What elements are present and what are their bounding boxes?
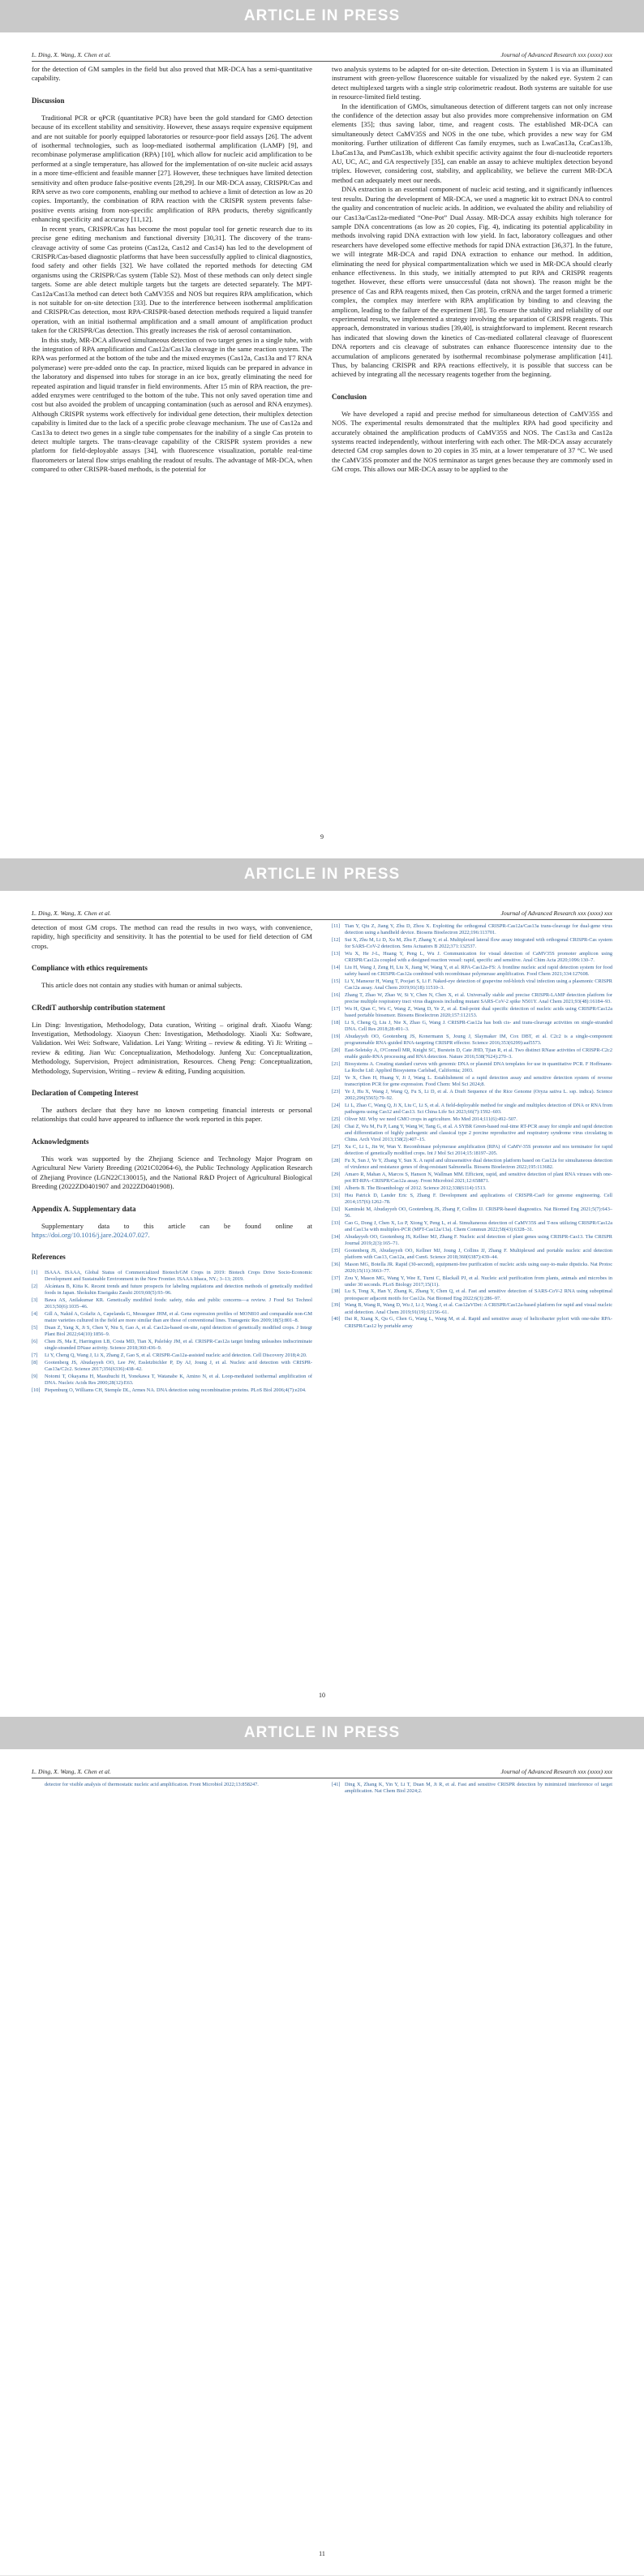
paragraph: DNA extraction is an essential component of nucleic acid testing, and it significantly influences test results. During the development of MR-DCA, we used a magnetic kit to extract DNA to control the quality and concentration of nucleic acids. In addition, we evaluated the ability and reliability of our Cas13a/Cas12a-mediated “One-Pot” Dual Assay. MR-DCA assay exhibits high tolerance for sample DNA concentrations (as low as 20 copies, Fig. 4), indicating its potential applicability in methods involving rapid DNA extraction with low yield. In fact, laboratory colleagues and other researchers have developed some effective methods for rapid DNA extraction [36,37]. In the future, we will integrate MR-DCA and rapid DNA extraction to enhance our method. In addition, eliminating the need for physical compartmentalization which we used in MR-DCA should clearly enhance effectiveness. In this study, we initially attempted to put RPA and CRISPR reagents together. However, these efforts were unsuccessful (data not shown). The reason might be the presence of Cas and RPA reagents mixed, then Cas protein, crRNA and the target formed a trimeric complex, the complex may interfere with RPA amplification by binding to and cleaving the amplicon, leading to the failure of the experiment [38]. To ensure the stability and reliability of our experimental results, we implemented a strategy involving the separation of CRISPR reagents. This approach, demonstrated in various studies [39,40], is straightforward to implement. Recent research has indicated that slowing down the kinetics of Cas-mediated collateral cleavage of fluorescent DNA reporters and cis cleavage of substrates can enhance fluorescence intensity due to the accumulation of amplicons generated by isothermal recombinase polymerase amplification [41]. Thus, by balancing CRISPR and RPA reactions effectively, it is possible that success can be achieved by integrating all the necessary reagents together from the beginning. xyxy=(332,185,612,379)
reference-number: [23] xyxy=(332,1088,341,1094)
reference-text: Ye J, Hu X, Wang J, Wang Q, Fu S, Li D, et al. A Draft Sequence of the Rice Genome (Oryza sativa L. ssp. indica). Science 2002;296(5565):79–92. xyxy=(345,1088,612,1101)
section-heading-credit: CRediT authorship contribution statement xyxy=(32,1003,165,1012)
reference-text: Wu X, He J-L, Huang Y, Peng L, Wu J. Communication for visual detection of CaMV35S promoter amplicon using CRISPR/Cas12a coupled with a designed reaction vessel: rapid, specific and sensitive. Anal Chim Acta 2020;1096:130–7. xyxy=(345,950,612,964)
article-in-press-banner: ARTICLE IN PRESS xyxy=(0,1717,644,1749)
reference-item[interactable] xyxy=(332,1248,612,1261)
reference-text: Fu X, Sun J, Ye Y, Zhang Y, Sun X. A rapid and ultrasensitive dual detection platform based on Cas12a for simultaneous detection of virulence and resistance genes of drug-resistant Salmonella. Biosens Bioelectron 2022;195:113682. xyxy=(345,1157,612,1170)
reference-item[interactable] xyxy=(332,1172,612,1185)
reference-number: [3] xyxy=(32,1297,38,1304)
reference-number: [35] xyxy=(332,1247,341,1254)
reference-number: [11] xyxy=(332,923,341,929)
reference-number: [41] xyxy=(332,1782,341,1787)
page-11 xyxy=(0,1717,644,2576)
left-column xyxy=(32,923,312,1395)
reference-list xyxy=(32,1782,312,1788)
reference-number: [7] xyxy=(32,1353,38,1359)
reference-item[interactable] xyxy=(332,1020,612,1033)
reference-text: Zhang T, Zhao W, Zhao W, Si Y, Chen N, Chen X, et al. Universally stable and precise CRISPR-LAMP detection platform for precise multiple respiratory tract virus diagnosis including mutant SARS-CoV-2 spike N501Y. Anal Chem 2021;93(48):16184–93. xyxy=(345,991,612,1005)
section-heading-appendix: Appendix A. Supplementary data xyxy=(32,1204,136,1213)
appendix-text: Supplementary data to this article can be found online at xyxy=(41,1221,312,1230)
reference-number: [34] xyxy=(332,1233,341,1240)
reference-text: Li Y, Mansour H, Wang T, Poojari S, Li F. Naked-eye detection of grapevine red-blotch viral infection using a plasmonic CRISPR Cas12a assay. Anal Chem 2019;91(18):11510–3. xyxy=(345,978,612,991)
paragraph: Lin Ding: Investigation, Methodology, Data curation, Writing – original draft. Xiaofu Wang: Investigation, Methodology. Xiaoyun Chen: Investigation, Methodology. Xiaoli Xu: Software, Validation. Wei Wei: Software, Validation. Lei Yang: Writing – review & editing. Yi Ji: Writing – review & editing. Jian Wu: Conceptualization, Methodology. Junfeng Xu: Conceptualization, Methodology, Supervision, Project administration, Resources. Cheng Peng: Conceptualization, Methodology, Supervision, Writing – review & editing, Funding acquisition. xyxy=(32,1020,312,1075)
reference-number: [5] xyxy=(32,1325,38,1331)
reference-text: Chai Z, Wu M, Fu P, Lang Y, Wang W, Tang G, et al. A SYBR Green-based real-time RT-PCR assay for simple and rapid detection and differentiation of highly pathogenic and classical type 2 porcine reproductive and respiratory syndrome virus circulating in China. Arch Virol 2013;158(2):407–15. xyxy=(345,1123,612,1142)
reference-text: Gootenberg JS, Abudayyeh OO, Kellner MJ, Joung J, Collins JJ, Zhang F. Multiplexed and portable nucleic acid detection platform with Cas13, Cas12a, and Csm6. Science 2018;360(6387):439–44. xyxy=(345,1247,612,1260)
reference-number: [12] xyxy=(332,936,341,943)
reference-number: [37] xyxy=(332,1275,341,1281)
reference-text: detector for visible analysis of thermostatic nucleic acid amplification. Front Microbiol 2022;13:858247. xyxy=(45,1782,259,1787)
reference-item[interactable] xyxy=(332,1302,612,1315)
running-head xyxy=(32,51,612,62)
reference-text: Li S, Cheng Q, Liu J, Nie X, Zhao G, Wang J. CRISPR-Cas12a has both cis- and trans-cleavage activities on single-stranded DNA. Cell Res 2018;28:491–3. xyxy=(345,1019,612,1032)
reference-item[interactable] xyxy=(32,1339,312,1352)
reference-text: Abudayyeh OO, Gootenberg JS, Kellner MJ, Zhang F. Nucleic acid detection of plant genes using CRISPR-Cas13. The CRISPR Journal 2019;2(3):165–71. xyxy=(345,1233,612,1246)
reference-number: [17] xyxy=(332,1005,341,1012)
two-column-body xyxy=(32,1782,612,1795)
reference-text: Mason MG, Botella JR. Rapid (30-second), equipment-free purification of nucleic acids using easy-to-make dipsticks. Nat Protoc 2020;15(11):3663–77. xyxy=(345,1261,612,1274)
reference-number: [19] xyxy=(332,1033,341,1039)
left-column xyxy=(32,1782,312,1795)
paragraph: Traditional PCR or qPCR (quantitative PCR) have been the gold standard for GMO detection because of its excellent stability and sensitivity. However, these assays require expensive equipment and are not suitable for poorly equipped laboratories or resource-poor field assays [26]. The advent of isothermal technologies, such as loop-mediated isothermal amplification (LAMP) [9], and recombinase polymerase amplification (RPA) [10], which allow for nucleic acid amplification to be performed at a single temperature, has allowed for the implementation of on-site nucleic acid assays in a more time-efficient and feasible manner [27]. However, these techniques have limited detection sensitivity and often produce false-positive events [28,29]. In our MR-DCA assay, CRISPR/Cas and RPA serve as two core components, enabling our method to achieve a limit of detection as low as 20 copies. Importantly, the combination of RPA reaction with the CRISPR system prevents false-positive events arising from non-specific amplification of RPA products, thereby significantly enhancing specificity and accuracy [11,12]. xyxy=(32,113,312,224)
article-in-press-banner: ARTICLE IN PRESS xyxy=(0,0,644,32)
reference-item[interactable] xyxy=(32,1353,312,1359)
page-number: 11 xyxy=(319,2550,325,2557)
article-in-press-banner: ARTICLE IN PRESS xyxy=(0,858,644,891)
reference-number: [2] xyxy=(32,1284,38,1290)
reference-item[interactable] xyxy=(332,1206,612,1219)
reference-text: Abudayyeh OO, Gootenberg JS, Konermann S, Joung J, Slaymaker IM, Cox DBT, et al. C2c2 is a single-component programmable RNA-guided RNA-targeting CRISPR effector. Science 2016;353(6299):aaf5573. xyxy=(345,1033,612,1046)
reference-number: [36] xyxy=(332,1261,341,1267)
two-column-body xyxy=(32,923,612,1395)
reference-text: Tian Y, Qiu Z, Jiang Y, Zhu D, Zhou X. Exploiting the orthogonal CRISPR-Cas12a/Cas13a trans-cleavage for dual-gene virus detection using a handheld device. Biosens Bioelectron 2022;196:113701. xyxy=(345,923,612,936)
reference-text: Amaro R, Mahan A, Marcos S, Hanson N, Wallman MM. Efficient, rapid, and sensitive detection of plant RNA viruses with one-pot RT-RPA–CRISPR/Cas12a assay. Front Microbiol 2021;12:658871. xyxy=(345,1171,612,1184)
reference-item[interactable] xyxy=(332,1061,612,1074)
paragraph: for the detection of GM samples in the field but also proved that MR-DCA has a semi-quantitative capability. xyxy=(32,65,312,83)
section-heading-compliance: Compliance with ethics requirements xyxy=(32,964,148,973)
reference-text: ISAAA. ISAAA, Global Status of Commercialized Biotech/GM Crops in 2019: Biotech Crops Drive Socio-Economic Development and Sustainable Environment in the New Frontier. ISAAA Ithaca, NY.; 3–13; 2019. xyxy=(45,1270,312,1283)
reference-number: [9] xyxy=(32,1374,38,1380)
page-9 xyxy=(0,0,644,859)
reference-text: Kaminski M, Abudayyeh OO, Gootenberg JS, Zhang F, Collins JJ. CRISPR-based diagnostics. Nat Biomed Eng 2021;5(7):643–56. xyxy=(345,1206,612,1219)
section-heading-conclusion: Conclusion xyxy=(332,392,367,401)
right-column xyxy=(332,923,612,1395)
reference-text: Li Y, Cheng Q, Wang J, Li X, Zhang Z, Gao S, et al. CRISPR-Cas12a-assisted nucleic acid detection. Cell Discovery 2018;4:20. xyxy=(45,1353,307,1359)
reference-item[interactable] xyxy=(332,937,612,950)
reference-item[interactable] xyxy=(32,1387,312,1394)
paragraph: two analysis systems to be adapted for on-site detection. Detection in System 1 is via an illuminated instrument with green-yellow fluorescence suitable for visualized by the naked eye. System 2 can detect multiplexed targets with a single strip colorimetric readout. Both systems are suitable for use in resource-limited field testing. xyxy=(332,65,612,101)
reference-number: [26] xyxy=(332,1123,341,1129)
reference-list xyxy=(332,923,612,1330)
reference-item[interactable] xyxy=(332,992,612,1005)
reference-text: Gill A, Nakid A, Golafiz A, Capelanda G, Messeguer JHM, et al. Gene expression profiles of MON810 and comparable non-GM maize varieties cultured in the field are more similar than are those of conventional lines. Transgenic Res 2009;18(5):801–8. xyxy=(45,1311,312,1324)
reference-text: Hsu Patrick D, Lander Eric S, Zhang F. Development and applications of CRISPR-Cas9 for genome engineering. Cell 2014;157(6):1262–78. xyxy=(345,1192,612,1205)
right-column xyxy=(332,65,612,475)
running-head-authors: L. Ding, X. Wang, X. Chen et al. xyxy=(32,1768,111,1775)
reference-item[interactable] xyxy=(332,1782,612,1795)
reference-text: Bawa AS, Anilakumar KR. Genetically modified foods: safety, risks and public concerns—a review. J Food Sci Technol 2013;50(6):1035–46. xyxy=(45,1297,312,1310)
paragraph: This article does not contain any studies with human or animal subjects. xyxy=(41,981,243,990)
reference-number: [33] xyxy=(332,1219,341,1226)
paragraph: This work was supported by the Zhejiang Science and Technology Major Program on Agricultural New Variety Breeding (2021C02064-6), the Public Technology Application Research of Zhejiang Province (LGN22C130015), and the National R&D Project of Agricultural Biological Breeding (2022ZD0401907 and 2022ZD0401908). xyxy=(32,1154,312,1191)
page-number: 9 xyxy=(320,833,324,841)
reference-text: Alcántara B, Kitta K. Recent trends and future prospects for labeling regulations and detection methods of genetically modified foods in Japan. Shokuhin Eiseigaku Zasshi 2019;60(5):93–96. xyxy=(45,1284,312,1297)
page-10 xyxy=(0,858,644,1718)
paragraph: In recent years, CRISPR/Cas has become the most popular tool for genetic research due to its precise gene editing mechanism and functional diversity [30,31]. The discovery of the trans-cleavage activity of some Cas proteins (Cas12a, Cas12 and Cas14) has led to the development of CRISPR/Cas-based diagnostic platforms that have been successfully applied to clinical diagnostics, food safety and other fields [32]. We have collated the reported methods for detecting GM organisms using the CRISPR/Cas system (Table S2). Most of these methods can only detect single targets. Some are able detect multiple targets but the targets are detected separately. The MPT-Cas12a/Cas13a method can detect both CaMV35S and NOS but requires RPA amplification, which is not suitable for on-site detection [33]. Due to the interference between isothermal amplification and CRISPR/Cas detection, most RPA-CRISPR-based detection methods required a liquid transfer operation, with an initial isothermal amplification and a small amount of amplification product taken for the CRISPR/Cas detection. This greatly increases the risk of aerosol contamination. xyxy=(32,224,312,335)
reference-list xyxy=(332,1782,612,1795)
reference-number: [20] xyxy=(332,1047,341,1053)
right-column xyxy=(332,1782,612,1795)
reference-number: [38] xyxy=(332,1288,341,1295)
reference-number: [30] xyxy=(332,1185,341,1191)
reference-number: [25] xyxy=(332,1116,341,1122)
two-column-body xyxy=(32,65,612,475)
reference-number: [10] xyxy=(32,1387,41,1394)
reference-item[interactable] xyxy=(332,1288,612,1301)
reference-item[interactable] xyxy=(332,951,612,964)
running-head-authors: L. Ding, X. Wang, X. Chen et al. xyxy=(32,51,111,58)
running-head-journal: Journal of Advanced Research xxx (xxxx) xxx xyxy=(500,51,612,58)
reference-text: Sui X, Zhu M, Li D, Xu M, Zhu F, Zhang Y, et al. Multiplexed lateral flow assay integrated with orthogonal CRISPR-Cas system for SARS-CoV-2 detection. Sens Actuators B 2022;371:132537. xyxy=(345,936,612,950)
reference-list xyxy=(32,1270,312,1394)
paragraph: In the identification of GMOs, simultaneous detection of different targets can not only increase the confidence of the detection assay but also provides more comprehensive information on GM elements [35]; thus saving labor, time, and reagent costs. The established MR-DCA can simultaneously detect CaMV35S and NOS in the one tube, which provides a new way for GM monitoring. Further utilization of different Cas family enzymes, such as LwaCas13a, CcaCas13b, LbaCas13a, and PsmCas13b, which exhibit specific activity against the four di-nucleotide reporters AU, UC, AC, and GA respectively [35], can enable an assay to achieve multiplex detection beyond triplex. However, considering cost, stability, and applicability, we believe the current MR-DCA method can adequately meet our needs. xyxy=(332,101,612,184)
reference-item[interactable] xyxy=(332,1144,612,1157)
reference-text: Li L, Zhao C, Wang Q, Ji X, Liu C, Li S, et al. A field-deployable method for single and multiplex detection of DNA or RNA from pathogens using Cas12 and Cas13. Sci China Life Sci 2023;66(7):1592–603. xyxy=(345,1102,612,1115)
reference-text: Liu H, Wang J, Zeng H, Liu X, Jiang W, Wang Y, et al. RPA-Cas12a-FS: A frontline nucleic acid rapid detection system for food safety based on CRISPR-Cas12a combined with recombinase polymerase amplification. Food Chem 2021;334:127608. xyxy=(345,964,612,978)
reference-number: [18] xyxy=(332,1019,341,1026)
paragraph: In this study, MR-DCA allowed simultaneous detection of two target genes in a single tube, with the integration of RPA amplification and Cas12a/Cas13a cleavage in the same reaction system. The RPA was performed at the bottom of the tube and the mixed enzymes (Cas12a, Cas13a and T7 RNA polymerase) were pre-added onto the cap. In practice, mixed liquids can be prepared in advance in the laboratory and dispensed into tubes for storage in an ice box, greatly eliminating the need for repeated aspiration and liquid transfer in field environments. After 15 min of RPA reaction, the pre-added enzymes were centrifuged to the bottom of the tube. This not only saved operation time and cost but also avoided the problem of uncapping contamination (such as aerosol and RNA enzymes). Although CRISPR systems work effectively for individual gene detection, their multiplex detection capability is limited due to the lack of a specific probe cleavage mechanism. The use of Cas12a and Cas13a to detect two genes in a single tube compensates for the inability of a single Cas protein to detect multiple targets. The trans-cleavage capability of the CRISPR system provides a new platform for field-deployable assays [34], with fluorescence visualization, portable real-time fluorometers or lateral flow strips enabling the readout of results. The advantage of MR-DCA, when compared to other CRISPR-based methods, is the potential for xyxy=(32,335,312,474)
reference-number: [4] xyxy=(32,1311,38,1318)
reference-number: [15] xyxy=(332,978,341,984)
reference-number: [22] xyxy=(332,1074,341,1081)
reference-item[interactable] xyxy=(332,1234,612,1247)
reference-number: [14] xyxy=(332,964,341,970)
running-head-journal: Journal of Advanced Research xxx (xxxx) xxx xyxy=(500,1768,612,1775)
reference-text: Gootenberg JS, Abudayyeh OO, Lee JW, Essletzbichler P, Dy AJ, Joung J, et al. Nucleic acid detection with CRISPR-Cas13a/C2c2. Science 2017;356(6336):438–42. xyxy=(45,1360,312,1373)
section-heading-references: References xyxy=(32,1253,66,1262)
reference-text: Ding X, Zhang K, Yin Y, Li T, Duan M, Ji R, et al. Fast and sensitive CRISPR detection by minimized interference of target amplification. Nat Chem Biol 2024;2. xyxy=(345,1782,612,1795)
reference-item[interactable] xyxy=(332,1116,612,1123)
reference-number: [13] xyxy=(332,950,341,957)
running-head-journal: Journal of Advanced Research xxx (xxxx) xxx xyxy=(500,910,612,917)
paragraph: detection of most GM crops. The method can read the results in two ways, with convenience, rapidity, high specificity and sensitivity. It has the potential to be used for field detection of GM crops. xyxy=(32,923,312,950)
reference-item[interactable] xyxy=(332,1185,612,1192)
reference-text: Wang B, Wang R, Wang D, Wu J, Li J, Wang J, et al. Cas12aVDet: A CRISPR/Cas12a-based platform for rapid and visual nucleic acid detection. Anal Chem 2019;91(19):12156–61. xyxy=(345,1302,612,1315)
reference-number xyxy=(32,1782,45,1788)
reference-number: [29] xyxy=(332,1171,341,1177)
reference-text: Xu C, Li L, Jin W, Wan Y. Recombinase polymerase amplification (RPA) of CaMV-35S promoter and nos terminator for rapid detection of genetically modified crops. Int J Mol Sci 2014;15:18197–205. xyxy=(345,1143,612,1156)
reference-number: [24] xyxy=(332,1102,341,1108)
paragraph: We have developed a rapid and precise method for simultaneous detection of CaMV35S and NOS. The experimental results demonstrated that the multiplex RPA had good specificity and accurately obtained the amplification products of CaMV35S and NOS. The Cas13a and Cas12a systems reacted independently, without interfering with each other. The MR-DCA assay accurately detected GM crop samples down to 20 copies in 35 min, at a lower temperature of 37 °C. We used the CaMV35S promoter and the NOS terminator as target genes because they are commonly used in GM crops. This allows our MR-DCA assay to be applied to the xyxy=(332,409,612,474)
running-head-authors: L. Ding, X. Wang, X. Chen et al. xyxy=(32,910,111,917)
page-number: 10 xyxy=(319,1692,325,1699)
reference-number: [21] xyxy=(332,1060,341,1067)
section-heading-competing-interest: Declaration of Competing Interest xyxy=(32,1089,139,1098)
reference-text: Cao G, Dong J, Chen X, Lu P, Xiong Y, Peng L, et al. Simultaneous detection of CaMV35S and T-nos utilizing CRISPR/Cas12a and Cas13a with multiplex-PCR (MPT-Cas12a/13a). Chem Commun 2022;58(43):6328–31. xyxy=(345,1219,612,1232)
reference-item[interactable] xyxy=(332,1262,612,1275)
reference-text: Notomi T, Okayama H, Masubuchi H, Yonekawa T, Watanabe K, Amino N, et al. Loop-mediated isothermal amplification of DNA. Nucleic Acids Res 2000;28(12):E63. xyxy=(45,1374,312,1387)
reference-text: Duan Z, Yang X, Ji S, Chen Y, Niu S, Gao A, et al. Cas12a-based on-site, rapid detection of genetically modified crops. J Integr Plant Biol 2022;64(10):1856–9. xyxy=(45,1325,312,1338)
reference-text: Ye X, Chen H, Huang Y, Ji J, Wang L. Establishment of a rapid detection assay and sensitive detection system of reverse transcription PCR for gene expression. Food Chem: Mol Sci 2024;8. xyxy=(345,1074,612,1087)
reference-number: [40] xyxy=(332,1316,341,1322)
reference-number: [28] xyxy=(332,1157,341,1163)
reference-text: Wu H, Qian C, Wu C, Wang Z, Wang D, Ye Z, et al. End-point dual specific detection of nucleic acids using CRISPR/Cas12a based portable biosensor. Biosens Bioelectron 2020;157:112153. xyxy=(345,1005,612,1018)
reference-number: [16] xyxy=(332,991,341,998)
reference-item[interactable] xyxy=(332,1103,612,1116)
paragraph xyxy=(32,1222,312,1241)
paragraph: The authors declare that they have no known competing financial interests or personal relationships that could have appeared to influence the work reported in this paper. xyxy=(32,1106,312,1124)
section-heading-discussion: Discussion xyxy=(32,96,65,105)
reference-number: [39] xyxy=(332,1302,341,1309)
reference-item[interactable] xyxy=(332,1089,612,1102)
reference-item[interactable] xyxy=(332,1034,612,1047)
reference-item[interactable] xyxy=(332,1220,612,1233)
reference-number: [32] xyxy=(332,1206,341,1212)
reference-item[interactable] xyxy=(32,1360,312,1373)
reference-number: [31] xyxy=(332,1192,341,1198)
reference-item[interactable] xyxy=(332,923,612,936)
reference-number: [27] xyxy=(332,1143,341,1150)
reference-item[interactable] xyxy=(32,1270,312,1283)
section-heading-acknowledgments: Acknowledgments xyxy=(32,1137,89,1146)
reference-item[interactable] xyxy=(332,1006,612,1019)
reference-item[interactable] xyxy=(332,1047,612,1060)
reference-item[interactable] xyxy=(332,1275,612,1288)
reference-text: East-Seletsky A, O'Connell MR, Knight SC, Burstein D, Cate JHD, Tjian R, et al. Two distinct RNase activities of CRISPR-C2c2 enable guide-RNA processing and RNA detection. Nature 2016;538(7624):270–3. xyxy=(345,1047,612,1060)
reference-item[interactable] xyxy=(32,1325,312,1338)
reference-number: [6] xyxy=(32,1339,38,1345)
reference-item[interactable] xyxy=(332,1193,612,1206)
running-head xyxy=(32,1768,612,1778)
reference-text: Lu S, Tong X, Han Y, Zhang K, Zhang Y, Chen Q, et al. Fast and sensitive detection of SARS-CoV-2 RNA using suboptimal protospacer adjacent motifs for Cas12a. Nat Biomed Eng 2022;6(3):286–97. xyxy=(345,1288,612,1301)
reference-item[interactable] xyxy=(332,1075,612,1088)
running-head xyxy=(32,910,612,920)
reference-text: Alberts B. The Bioanthology of 2012. Science 2012;338(6114):1513. xyxy=(345,1185,487,1191)
reference-item[interactable] xyxy=(332,965,612,978)
reference-text: Chen JS, Ma E, Harrington LB, Costa MD, Tian X, Palefsky JM, et al. CRISPR-Cas12a target binding unleashes indiscriminate single-stranded DNase activity. Science 2018;360:436–9. xyxy=(45,1339,312,1352)
reference-number: [1] xyxy=(32,1270,38,1276)
reference-item[interactable] xyxy=(32,1374,312,1387)
reference-item[interactable] xyxy=(32,1782,312,1788)
reference-item[interactable] xyxy=(32,1284,312,1297)
reference-text: Zou Y, Mason MG, Wang Y, Wee E, Turni C, Blackall PJ, et al. Nucleic acid purification from plants, animals and microbes in under 30 seconds. PLoS Biology 2017;15(11). xyxy=(345,1275,612,1288)
reference-item[interactable] xyxy=(332,1316,612,1329)
reference-item[interactable] xyxy=(32,1297,312,1310)
reference-item[interactable] xyxy=(32,1311,312,1324)
reference-number: [8] xyxy=(32,1360,38,1366)
reference-item[interactable] xyxy=(332,1158,612,1171)
left-column xyxy=(32,65,312,475)
reference-text: Oliver MJ. Why we need GMO crops in agriculture. Mo Med 2014;111(6):492–507. xyxy=(345,1116,517,1122)
reference-text: Biosystems A. Creating standard curves with genomic DNA or plasmid DNA templates for use in quantitative PCR. F Hoffmann-La Roche Ltd: Applied Biosystems Carlsbad, California; 2003. xyxy=(345,1060,612,1073)
reference-item[interactable] xyxy=(332,978,612,991)
appendix-doi-link[interactable]: https://doi.org/10.1016/j.jare.2024.07.027. xyxy=(32,1230,150,1239)
reference-item[interactable] xyxy=(332,1124,612,1143)
reference-text: Piepenburg O, Williams CH, Stemple DL, Armes NA. DNA detection using recombination proteins. PLoS Biol 2006;4(7):e204. xyxy=(45,1387,307,1394)
reference-text: Dai R, Xiang X, Qu G, Chen G, Wang L, Wang M, et al. Rapid and sensitive assay of helicobacter pylori with one-tube RPA-CRISPR/Cas12 by portable array xyxy=(345,1316,612,1329)
